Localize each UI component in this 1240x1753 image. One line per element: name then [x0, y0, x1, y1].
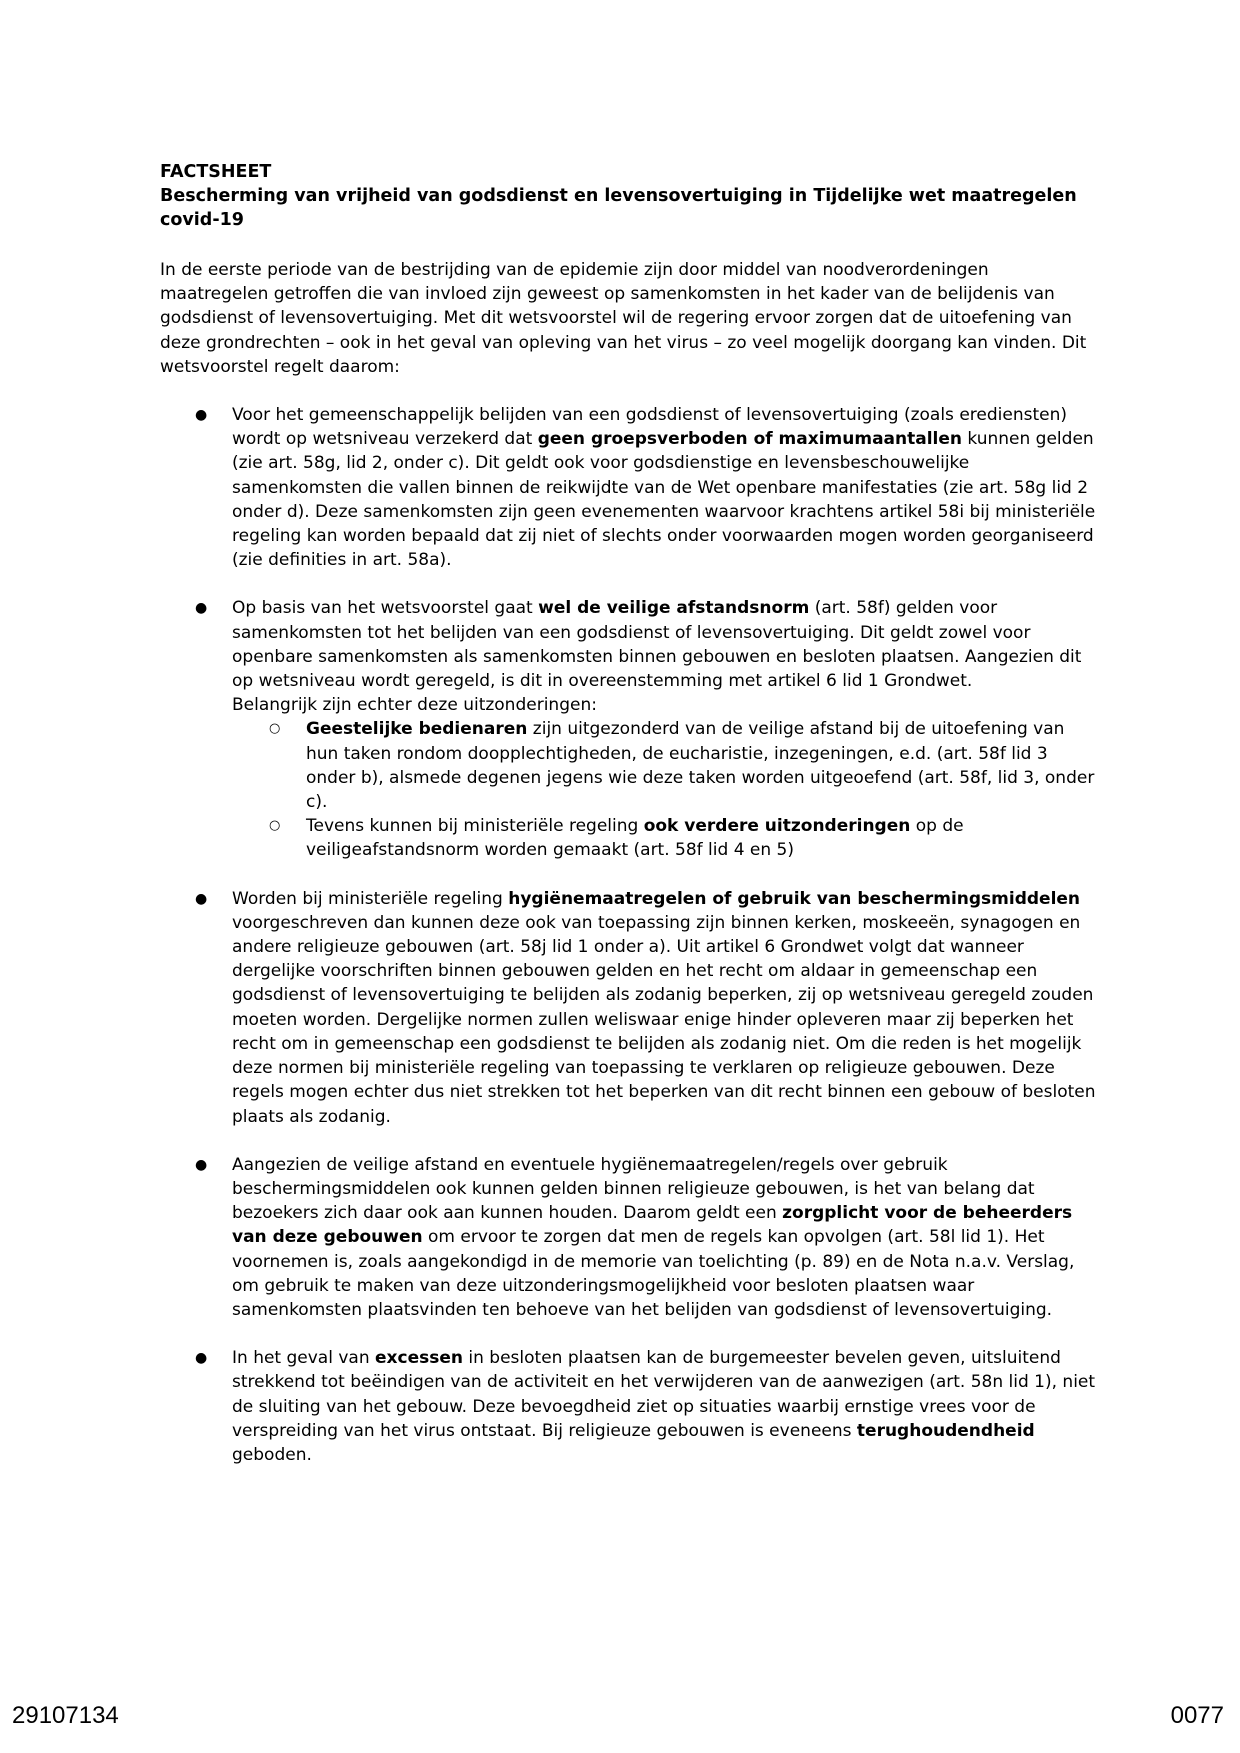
- bullet-icon: ●: [195, 890, 208, 907]
- bullet-text: Worden bij ministeriële regeling hygiënemaatregelen of gebruik van beschermingsmiddelen voorgeschreven dan kunnen deze ook van toepassing zijn binnen kerken, moskeeën, synagogen en andere religieuze gebouwen (art. 58j lid 1 onder a). Uit artikel 6 Grondwet volgt dat wanneer dergelijke voorschriften binnen gebouwen gelden en het recht om aldaar in gemeenschap een godsdienst of levensovertuiging te belijden als zodanig beperken, zij op wetsniveau geregeld zouden moeten worden. Dergelijke normen zullen weliswaar enige hinder opleveren maar zij beperken het recht om in gemeenschap een godsdienst te belijden als zodanig niet. Om die reden is het mogelijk deze normen bij ministeriële regeling van toepassing te verklaren op religieuze gebouwen. Deze regels mogen echter dus niet strekken tot het beperken van dit recht binnen een gebouw of besloten plaats als zodanig.: [232, 888, 1096, 1127]
- document-id: 29107134: [12, 1702, 119, 1729]
- exceptions-intro: Belangrijk zijn echter deze uitzonderingen:: [232, 695, 597, 716]
- bullet-text: Op basis van het wetsvoorstel gaat wel de veilige afstandsnorm (art. 58f) gelden voor samenkomsten tot het belijden van een godsdienst of levensovertuiging. Dit geldt zowel voor openbare samenkomsten als samenkomsten binnen gebouwen en besloten plaatsen. Aangezien dit op wetsniveau wordt geregeld, is dit in overeenstemming met artikel 6 lid 1 Grondwet.: [232, 598, 1082, 692]
- document-page: [160, 160, 1100, 1491]
- list-item: [160, 887, 1100, 1129]
- bullet-text: In het geval van excessen in besloten plaatsen kan de burgemeester bevelen geven, uitsluitend strekkend tot beëindigen van de activiteit en het verwijderen van de aanwezigen (art. 58n lid 1), niet de sluiting van het gebouw. Deze bevoegdheid ziet op situaties waarbij ernstige vrees voor de verspreiding van het virus ontstaat. Bij religieuze gebouwen is eveneens terughoudendheid geboden.: [232, 1348, 1096, 1465]
- intro-paragraph: In de eerste periode van de bestrijding van de epidemie zijn door middel van noodverordeningen maatregelen getroffen die van invloed zijn geweest op samenkomsten in het kader van de belijdenis van godsdienst of levensovertuiging. Met dit wetsvoorstel wil de regering ervoor zorgen dat de uitoefening van deze grondrechten – ook in het geval van opleving van het virus – zo veel mogelijk doorgang kan vinden. Dit wetsvoorstel regelt daarom:: [160, 260, 1087, 377]
- list-item: [160, 403, 1100, 572]
- bullet-icon: ●: [195, 1350, 208, 1367]
- bullet-icon: ●: [195, 1156, 208, 1173]
- list-item: [160, 1153, 1100, 1322]
- bullet-icon: ●: [195, 600, 208, 617]
- bullet-list: [160, 403, 1100, 1467]
- sub-list-item: ○ Tevens kunnen bij ministeriële regeling ook verdere uitzonderingen op de veiligeafstandsnorm worden gemaakt (art. 58f lid 4 en 5): [269, 816, 964, 861]
- bullet-icon: ●: [195, 407, 208, 424]
- page-number: 0077: [1170, 1702, 1224, 1729]
- document-label: FACTSHEET: [160, 162, 272, 182]
- bullet-text: Aangezien de veilige afstand en eventuele hygiënemaatregelen/regels over gebruik beschermingsmiddelen ook kunnen gelden binnen religieuze gebouwen, is het van belang dat bezoekers zich daar ook aan kunnen houden. Daarom geldt een zorgplicht voor de beheerders van deze gebouwen om ervoor te zorgen dat men de regels kan opvolgen (art. 58l lid 1). Het voornemen is, zoals aangekondigd in de memorie van toelichting (p. 89) en de Nota n.a.v. Verslag, om gebruik te maken van deze uitzonderingsmogelijkheid voor besloten plaatsen waar samenkomsten plaatsvinden ten behoeve van het belijden van godsdienst of levensovertuiging.: [232, 1154, 1075, 1320]
- sub-list-item: ○ Geestelijke bedienaren zijn uitgezonderd van de veilige afstand bij de uitoefening van hun taken rondom doopplechtigheden, de eucharistie, inzegeningen, e.d. (art. 58f lid 3 onder b), alsmede degenen jegens wie deze taken worden uitgeoefend (art. 58f, lid 3, onder c).: [269, 719, 1095, 813]
- document-title: Bescherming van vrijheid van godsdienst en levensovertuiging in Tijdelijke wet maatregelen covid-19: [160, 186, 1077, 230]
- list-item: [160, 596, 1100, 862]
- circle-bullet-icon: ○: [269, 818, 281, 834]
- list-item: [160, 1346, 1100, 1467]
- circle-bullet-icon: ○: [269, 721, 281, 737]
- bullet-text: Voor het gemeenschappelijk belijden van een godsdienst of levensovertuiging (zoals erediensten) wordt op wetsniveau verzekerd dat geen groepsverboden of maximumaantallen kunnen gelden (zie art. 58g, lid 2, onder c). Dit geldt ook voor godsdienstige en levensbeschouwelijke samenkomsten die vallen binnen de reikwijdte van de Wet openbare manifestaties (zie art. 58g lid 2 onder d). Deze samenkomsten zijn geen evenementen waarvoor krachtens artikel 58i bij ministeriële regeling kan worden bepaald dat zij niet of slechts onder voorwaarden mogen worden georganiseerd (zie definities in art. 58a).: [232, 405, 1096, 571]
- sub-list: [232, 717, 1100, 862]
